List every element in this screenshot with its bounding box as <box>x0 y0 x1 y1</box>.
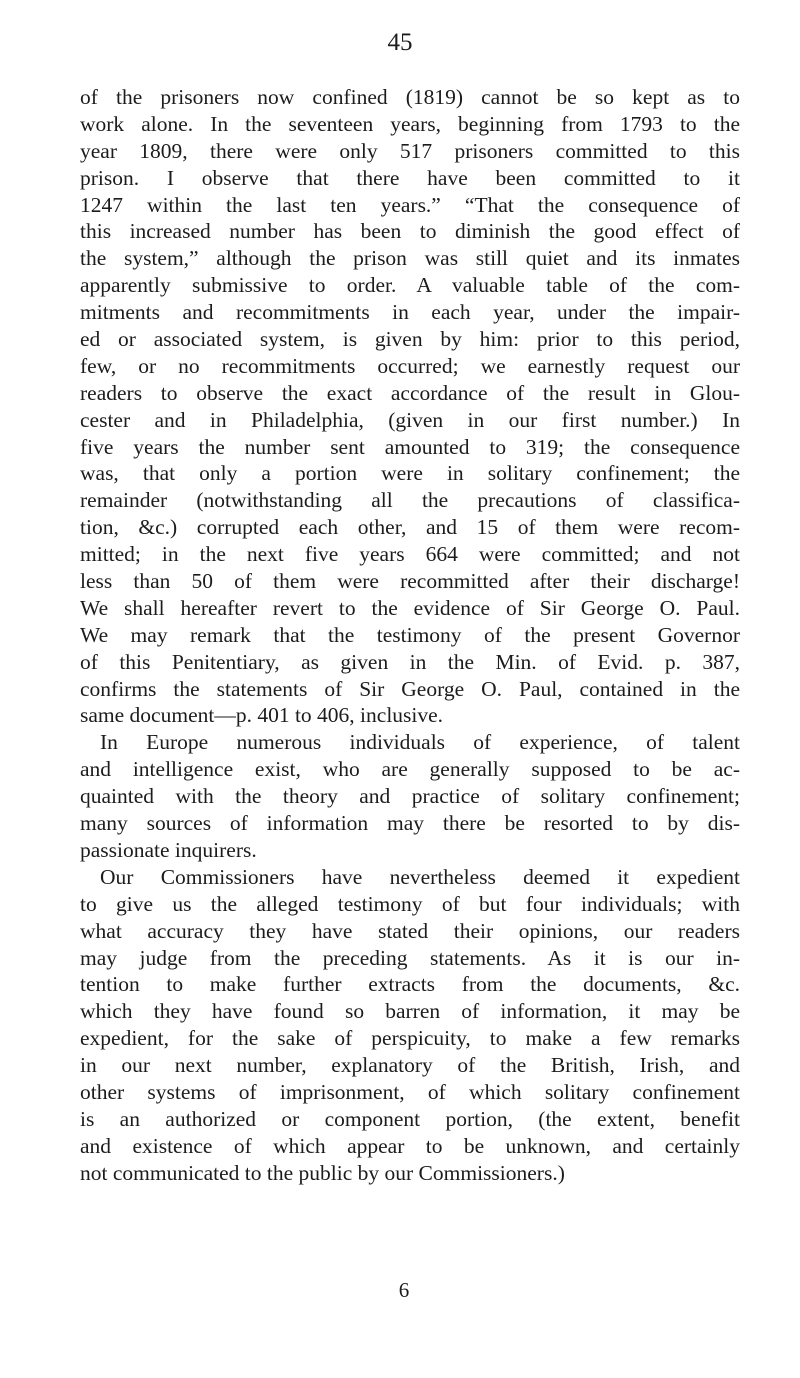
text-line: and intelligence exist, who are generally supposed to be ac- <box>80 757 740 782</box>
text-line: We shall hereafter revert to the evidence of Sir George O. Paul. <box>80 595 740 620</box>
text-line: tion, &c.) corrupted each other, and 15 of them were recom- <box>80 515 740 540</box>
text-line: few, or no recommitments occurred; we earnestly request our <box>80 353 740 378</box>
text-line: may judge from the preceding statements. As it is our in- <box>80 945 740 970</box>
text-line: work alone. In the seventeen years, beginning from 1793 to the <box>80 111 740 136</box>
signature-mark: 6 <box>398 1278 410 1302</box>
page-number: 45 <box>387 29 413 56</box>
text-line: year 1809, there were only 517 prisoners committed to this <box>80 138 740 163</box>
text-line: many sources of information may there be resorted to by dis- <box>80 811 740 836</box>
text-line: less than 50 of them were recommitted after their discharge! <box>80 569 740 594</box>
text-line: 1247 within the last ten years.” “That the consequence of <box>80 192 740 217</box>
text-line: prison. I observe that there have been committed to it <box>80 165 740 190</box>
text-line: apparently submissive to order. A valuable table of the com- <box>80 273 740 298</box>
paragraph-end-line: same document—p. 401 to 406, inclusive. <box>80 703 444 728</box>
text-line: ed or associated system, is given by him: prior to this period, <box>80 327 740 352</box>
text-line: We may remark that the testimony of the present Governor <box>80 622 740 647</box>
paragraph-end-line: passionate inquirers. <box>80 837 257 862</box>
body-text <box>80 84 740 1187</box>
text-line: readers to observe the exact accordance of the result in Glou- <box>80 380 740 405</box>
text-line: mitments and recommitments in each year, under the impair- <box>80 300 740 325</box>
text-line: is an authorized or component portion, (the extent, benefit <box>80 1106 740 1131</box>
text-line: of the prisoners now confined (1819) cannot be so kept as to <box>80 85 740 109</box>
text-line: to give us the alleged testimony of but four individuals; with <box>80 891 740 916</box>
paragraph-start-line: Our Commissioners have nevertheless deemed it expedient <box>100 864 740 889</box>
text-line: quainted with the theory and practice of solitary confinement; <box>80 784 740 809</box>
text-line: mitted; in the next five years 664 were committed; and not <box>80 542 740 567</box>
text-line: this increased number has been to diminish the good effect of <box>80 219 740 244</box>
text-line: which they have found so barren of information, it may be <box>80 999 740 1024</box>
paragraph-start-line: In Europe numerous individuals of experience, of talent <box>100 730 740 755</box>
text-line: what accuracy they have stated their opinions, our readers <box>80 918 740 943</box>
text-line: in our next number, explanatory of the British, Irish, and <box>80 1053 740 1078</box>
text-line: five years the number sent amounted to 319; the consequence <box>80 434 740 459</box>
paragraph-end-line: not communicated to the public by our Commissioners.) <box>80 1160 565 1185</box>
text-line: tention to make further extracts from the documents, &c. <box>80 972 740 997</box>
text-line: the system,” although the prison was still quiet and its inmates <box>80 246 740 271</box>
text-line: confirms the statements of Sir George O. Paul, contained in the <box>80 676 740 701</box>
text-line: expedient, for the sake of perspicuity, to make a few remarks <box>80 1026 740 1051</box>
text-line: and existence of which appear to be unknown, and certainly <box>80 1133 740 1158</box>
text-line: other systems of imprisonment, of which solitary confinement <box>80 1079 740 1104</box>
text-line: cester and in Philadelphia, (given in our first number.) In <box>80 407 740 432</box>
text-line: of this Penitentiary, as given in the Min. of Evid. p. 387, <box>80 649 740 674</box>
text-line: was, that only a portion were in solitary confinement; the <box>80 461 740 486</box>
text-line: remainder (notwithstanding all the precautions of classifica- <box>80 488 740 513</box>
